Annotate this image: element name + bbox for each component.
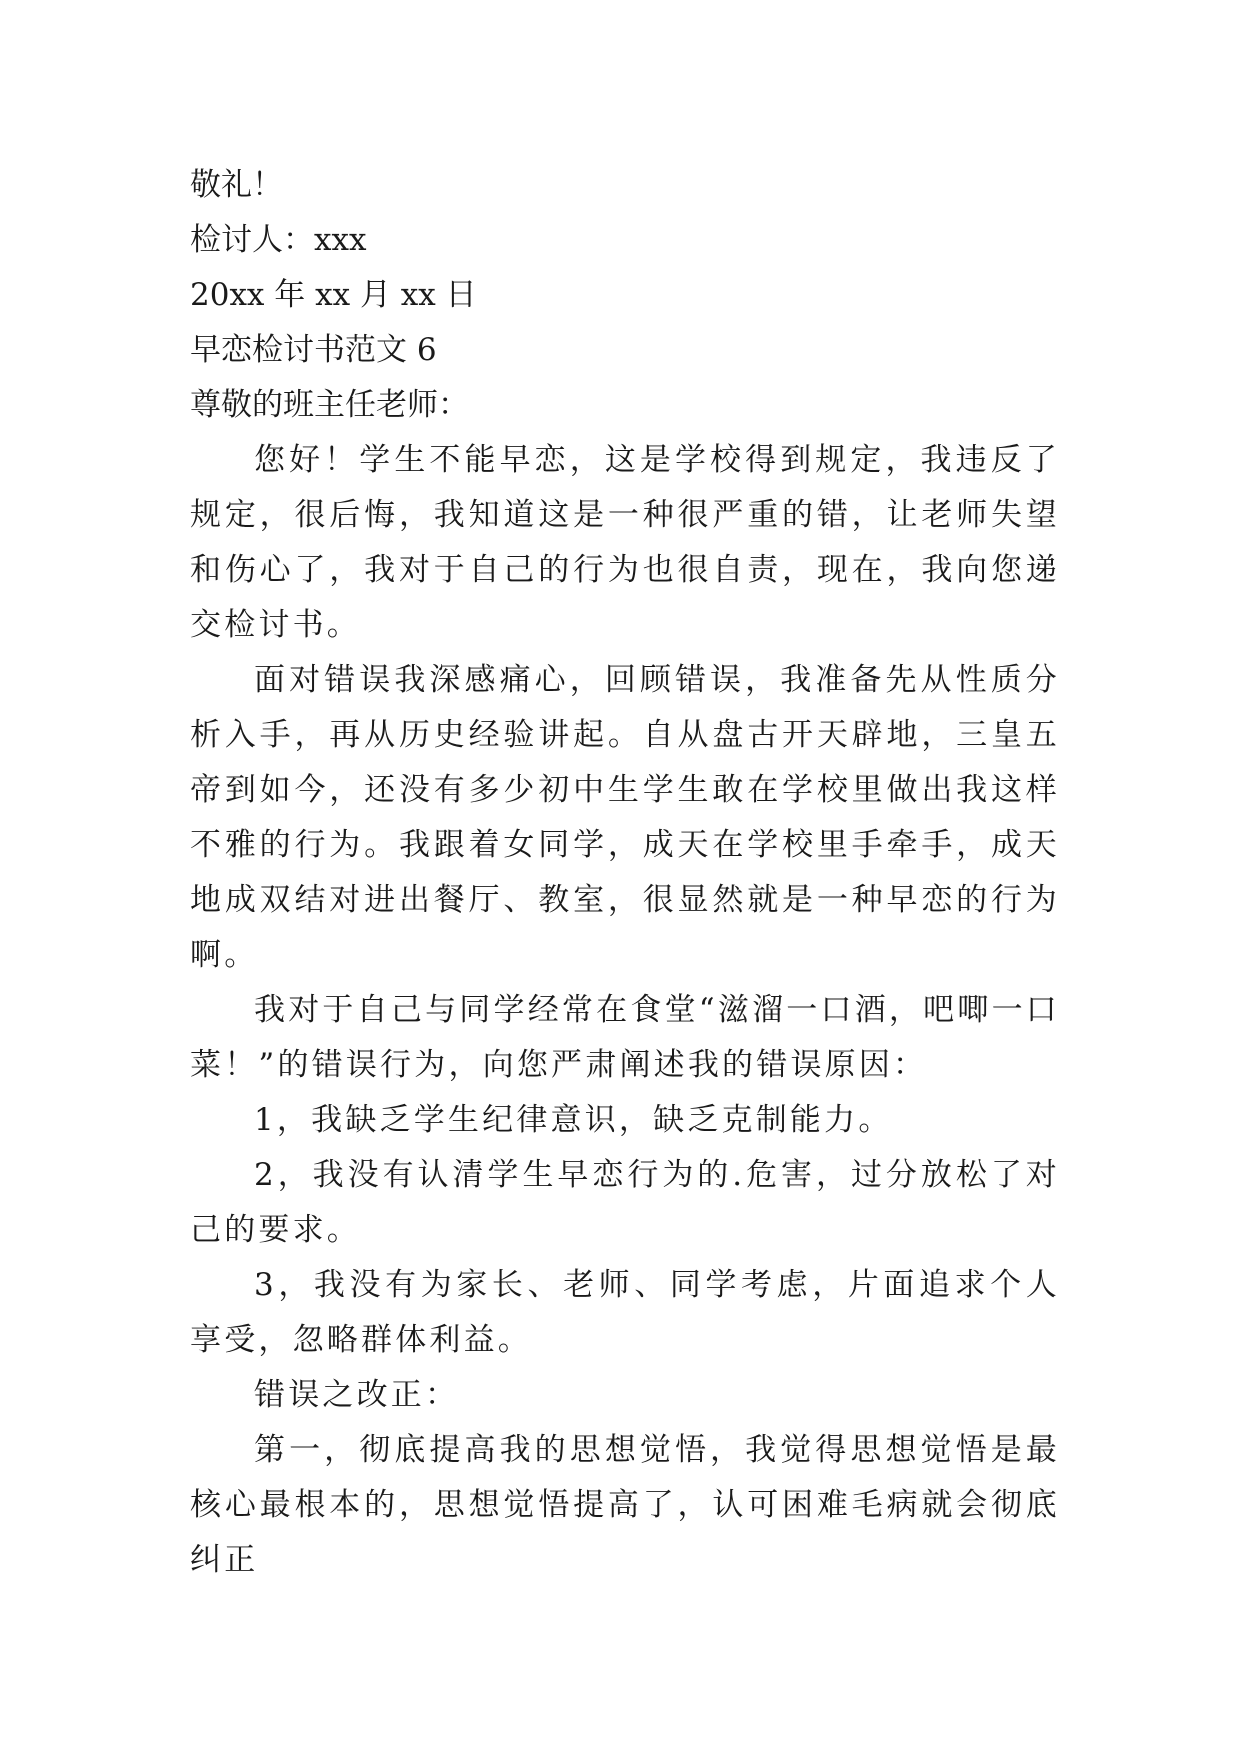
correction-item-1: 第一，彻底提高我的思想觉悟，我觉得思想觉悟是最核心最根本的，思想觉悟提高了，认可困难毛病就会彻底纠正 xyxy=(190,1432,1060,1578)
paragraph-opening: 您好！学生不能早恋，这是学校得到规定，我违反了规定，很后悔，我知道这是一种很严重的错，让老师失望和伤心了，我对于自己的行为也很自责，现在，我向您递交检讨书。 xyxy=(190,442,1060,643)
paragraph-reasons-intro: 我对于自己与同学经常在食堂“滋溜一口酒，吧唧一口菜！”的错误行为，向您严肃阐述我的错误原因： xyxy=(190,992,1060,1083)
document-body xyxy=(190,158,1060,1588)
paragraph-reflection: 面对错误我深感痛心，回顾错误，我准备先从性质分析入手，再从历史经验讲起。自从盘古开天辟地，三皇五帝到如今，还没有多少初中生学生敢在学校里做出我这样不雅的行为。我跟着女同学，成天在学校里手牵手，成天地成双结对进出餐厅、教室，很显然就是一种早恋的行为啊。 xyxy=(190,662,1060,973)
section-title: 早恋检讨书范文 6 xyxy=(190,332,437,368)
reason-item-2: 2，我没有认清学生早恋行为的.危害，过分放松了对己的要求。 xyxy=(190,1157,1060,1248)
date-line: 20xx 年 xx 月 xx 日 xyxy=(190,277,477,313)
correction-heading: 错误之改正： xyxy=(254,1377,460,1413)
greeting-line: 尊敬的班主任老师： xyxy=(190,387,469,423)
closing-salutation: 敬礼！ xyxy=(190,167,283,203)
reason-item-1: 1，我缺乏学生纪律意识，缺乏克制能力。 xyxy=(254,1102,893,1138)
signer-line: 检讨人：xxx xyxy=(190,222,367,258)
reason-item-3: 3，我没有为家长、老师、同学考虑，片面追求个人享受，忽略群体利益。 xyxy=(190,1267,1060,1358)
